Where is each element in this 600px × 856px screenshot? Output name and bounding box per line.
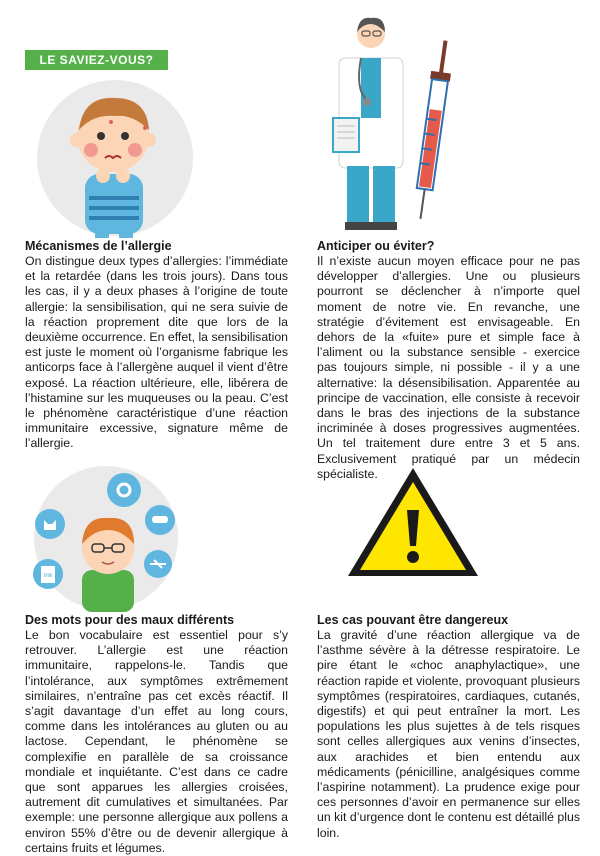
article-allergy-mechanisms <box>25 239 288 452</box>
article-anticipate-avoid <box>317 239 580 482</box>
article-title: Des mots pour des maux différents <box>25 613 235 627</box>
article-body: La gravité d’une réaction allergique va de l’asthme sévère à la détresse respiratoire. Le pire étant le «choc anaphylactique», une réaction rapide et violente, provoquant plusieurs symptômes (respiratoires, cardiaques, cutanés, digestifs) et qui peut entraîner la mort. Les populations les plus sujettes à de tels risques sont celles allergiques aux venins d’insectes, aux arachides et bien entendu aux médicaments (pénicilline, analgésiques comme l’aspirine notamment). La prudence exige pour ces personnes d’avoir en permanence sur elles un kit d’urgence dont le contenu est détaillé plus loin. <box>317 628 580 840</box>
article-title: Mécanismes de l’allergie <box>25 239 172 253</box>
article-body: Le bon vocabulaire est essentiel pour s’y retrouver. L’allergie est une réaction immunitaire, rappelons-le. Tandis que l’intolérance, aux symptômes extrêmement similaires, n’entraîne pas cet excès réactif. Il s’agit davantage d’un effet au long cours, comme dans les intolérances au gluten ou au lactose. Cependant, le phénomène se complexifie en parallèle de sa croissance mondiale et inquiétante. C’est dans ce cadre que sont apparues les allergies croisées, autrement dit cumulatives et simultanées. Par exemple: une personne allergique aux pollens a environ 55% d’être ou de devenir allergique à certains fruits et légumes. <box>25 628 288 855</box>
article-title: Les cas pouvant être dangereux <box>317 613 509 627</box>
warning-sign-icon <box>344 462 482 580</box>
article-body: Il n’existe aucun moyen efficace pour ne pas développer d’allergies. Une ou plusieurs pourront se déclencher à n’importe quel moment de notre vie. En revanche, une stratégie d’évitement est envisageable. En dehors de la «fuite» pure et simple face à l’aliment ou la substance sensible - exercice pas toujours simple, ni possible - il y a une alternative: la désensibilisation. Apparentée au principe de vaccination, elle consiste à recevoir dans le bras des injections de la substance incriminée à doses progressives augmentées. Un tel traitement dure entre 3 et 5 ans. Exclusivement pratiqué par un médecin spécialiste. <box>317 254 580 481</box>
did-you-know-badge: LE SAVIEZ-VOUS? <box>25 50 168 70</box>
milk-label: Milk <box>43 573 53 579</box>
article-words-for-ailments <box>25 613 288 856</box>
article-body: On distingue deux types d’allergies: l’immédiate et la retardée (dans les trois jours). Dans tous les cas, il y a deux phases à l’origine de toute allergie: la sensibilisation, qui ne sera suivie de la réaction proprement dite que lors de la deuxième occurrence. En effet, la sensibilisation est juste le moment où l’organisme fabrique les anticorps face à l’allergène auquel il vient d’être exposé. La réaction ultérieure, elle, libérera de l’histamine sur les muqueuses ou la peau. C’est le phénomène caractéristique d’une réaction immunitaire excessive, signature même de l’allergie. <box>25 254 288 451</box>
allergic-child-illustration <box>33 78 203 238</box>
article-title: Anticiper ou éviter? <box>317 239 435 253</box>
allergen-boy-illustration <box>22 460 182 612</box>
article-dangerous-cases <box>317 613 580 841</box>
doctor-syringe-illustration <box>325 10 465 232</box>
